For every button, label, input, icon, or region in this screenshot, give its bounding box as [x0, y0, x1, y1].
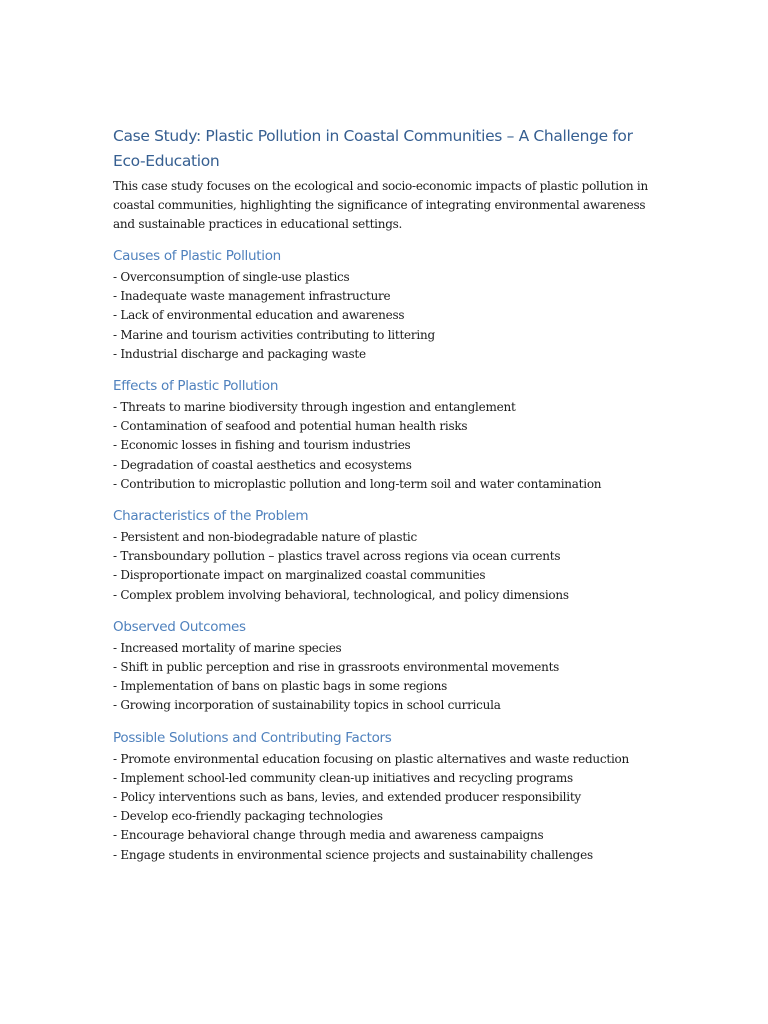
- section-heading: Characteristics of the Problem: [113, 508, 309, 525]
- list-item: - Economic losses in fishing and tourism industries: [113, 438, 411, 453]
- list-item: - Marine and tourism activities contributing to littering: [113, 327, 435, 342]
- section-effects: [113, 377, 653, 494]
- section-heading: Effects of Plastic Pollution: [113, 378, 279, 395]
- list-item: - Lack of environmental education and awareness: [113, 308, 405, 323]
- list-item: - Inadequate waste management infrastructure: [113, 289, 391, 304]
- list-item: - Disproportionate impact on marginalized coastal communities: [113, 568, 486, 583]
- list-item: - Threats to marine biodiversity through ingestion and entanglement: [113, 400, 516, 415]
- list-item: - Complex problem involving behavioral, technological, and policy dimensions: [113, 587, 569, 602]
- bullet-list: [113, 639, 653, 716]
- list-item: - Encourage behavioral change through media and awareness campaigns: [113, 828, 544, 843]
- list-item: - Develop eco-friendly packaging technologies: [113, 809, 383, 824]
- bullet-list: [113, 268, 653, 364]
- list-item: - Increased mortality of marine species: [113, 640, 342, 655]
- section-causes: [113, 247, 653, 364]
- list-item: - Industrial discharge and packaging waste: [113, 346, 366, 361]
- list-item: - Policy interventions such as bans, levies, and extended producer responsibility: [113, 790, 581, 805]
- bullet-list: [113, 750, 653, 865]
- list-item: - Engage students in environmental science projects and sustainability challenges: [113, 847, 593, 862]
- document-page: [113, 124, 653, 865]
- list-item: - Transboundary pollution – plastics travel across regions via ocean currents: [113, 549, 561, 564]
- section-heading: Observed Outcomes: [113, 618, 246, 635]
- document-title: Case Study: Plastic Pollution in Coastal Communities – A Challenge for Eco-Education: [113, 127, 633, 170]
- list-item: - Shift in public perception and rise in grassroots environmental movements: [113, 660, 560, 675]
- list-item: - Implement school-led community clean-up initiatives and recycling programs: [113, 770, 573, 785]
- bullet-list: [113, 528, 653, 605]
- section-heading: Causes of Plastic Pollution: [113, 248, 281, 264]
- list-item: - Persistent and non-biodegradable nature of plastic: [113, 530, 417, 545]
- list-item: - Contribution to microplastic pollution and long-term soil and water contamination: [113, 476, 602, 491]
- section-outcomes: [113, 618, 653, 716]
- section-characteristics: [113, 507, 653, 605]
- list-item: - Growing incorporation of sustainability topics in school curricula: [113, 698, 501, 713]
- list-item: - Promote environmental education focusing on plastic alternatives and waste reduction: [113, 751, 629, 766]
- section-heading: Possible Solutions and Contributing Factors: [113, 729, 392, 746]
- list-item: - Contamination of seafood and potential human health risks: [113, 419, 468, 434]
- intro-paragraph: This case study focuses on the ecological and socio-economic impacts of plastic pollution in coastal communities, highlighting the significance of integrating environmental awareness and sustainable practices in educational settings.: [113, 179, 648, 231]
- section-solutions: [113, 729, 653, 865]
- bullet-list: [113, 398, 653, 494]
- list-item: - Overconsumption of single-use plastics: [113, 270, 350, 284]
- list-item: - Degradation of coastal aesthetics and ecosystems: [113, 457, 412, 472]
- list-item: - Implementation of bans on plastic bags in some regions: [113, 679, 448, 694]
